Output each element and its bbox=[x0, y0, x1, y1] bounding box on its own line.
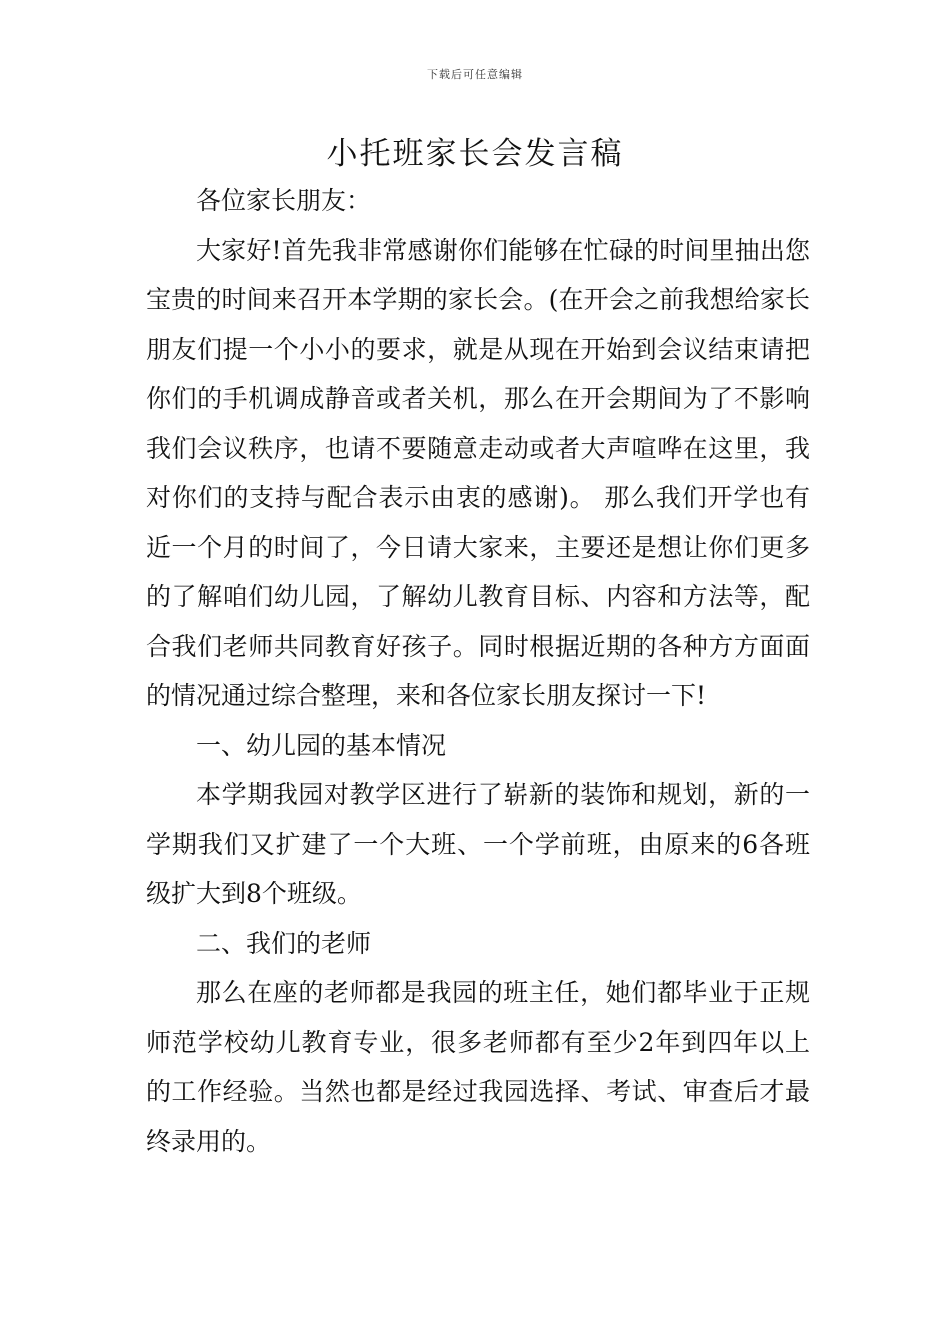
teachers-paragraph: 那么在座的老师都是我园的班主任，她们都毕业于正规师范学校幼儿教育专业，很多老师都有至少2年到四年以上的工作经验。当然也都是经过我园选择、考试、审查后才最终录用的。 bbox=[146, 978, 810, 1156]
document-title: 小托班家长会发言稿 bbox=[326, 136, 624, 172]
intro-paragraph: 大家好!首先我非常感谢你们能够在忙碌的时间里抽出您宝贵的时间来召开本学期的家长会。(在开会之前我想给家长朋友们提一个小小的要求，就是从现在开始到会议结束请把你们的手机调成静音或者关机，那么在开会期间为了不影响我们会议秩序，也请不要随意走动或者大声喧哗在这里，我对你们的支持与配合表示由衷的感谢)。 那么我们开学也有近一个月的时间了，今日请大家来，主要还是想让你们更多的了解咱们幼儿园，了解幼儿教育目标、内容和方法等，配合我们老师共同教育好孩子。同时根据近期的各种方方面面的情况通过综合整理，来和各位家长朋友探讨一下! bbox=[146, 235, 810, 710]
salutation-paragraph: 各位家长朋友： bbox=[196, 186, 372, 215]
document-body bbox=[146, 176, 810, 1166]
section-heading-kindergarten: 一、幼儿园的基本情况 bbox=[196, 730, 447, 760]
kindergarten-paragraph: 本学期我园对教学区进行了崭新的装饰和规划，新的一学期我们又扩建了一个大班、一个学前班，由原来的6各班级扩大到8个班级。 bbox=[146, 780, 810, 908]
section-heading-teachers: 二、我们的老师 bbox=[196, 928, 372, 958]
header-note: 下载后可任意编辑 bbox=[427, 68, 523, 81]
